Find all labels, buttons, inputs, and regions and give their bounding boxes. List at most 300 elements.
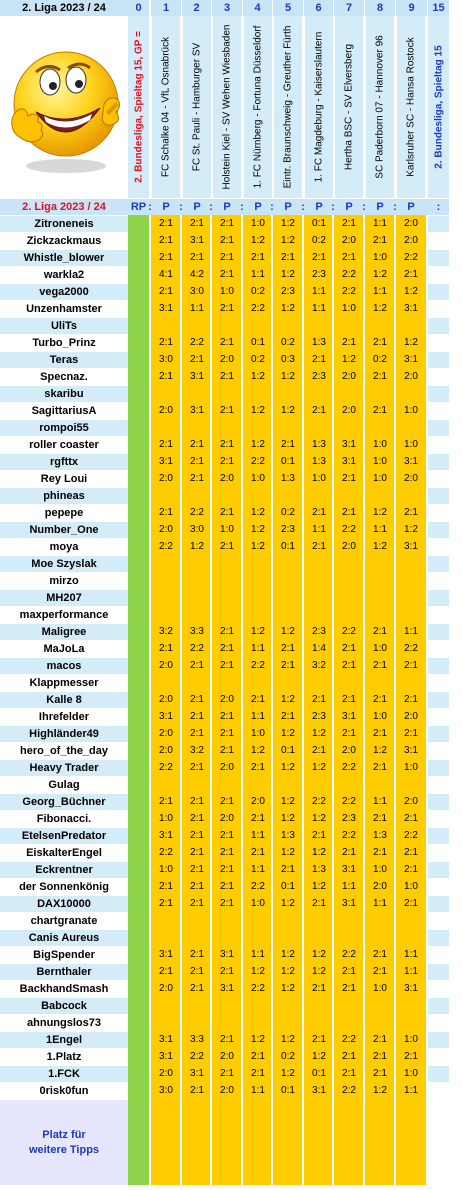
tip-cell: 2:0	[220, 762, 234, 773]
tip-cell: 1:0	[373, 439, 387, 450]
tip-cell: 3:1	[220, 983, 234, 994]
tip-cell	[365, 573, 395, 589]
tip-cell	[304, 675, 334, 691]
tip-cell: 1:2	[251, 405, 265, 416]
tip-cell: 2:1	[220, 660, 234, 671]
tip-cell: 3:1	[312, 1085, 326, 1096]
player-name: Georg_Büchner	[0, 794, 128, 810]
tip-cell	[365, 998, 395, 1014]
table-row	[0, 913, 449, 930]
player-name: skaribu	[0, 386, 128, 402]
tip-cell: 2:1	[312, 507, 326, 518]
tip-cell: 3:1	[342, 439, 356, 450]
tip-cell: 1:0	[251, 218, 265, 229]
table-row	[0, 539, 449, 556]
tip-cell: 2:1	[342, 728, 356, 739]
points-cell	[428, 641, 449, 657]
tip-cell	[212, 420, 242, 436]
tip-cell: 2:1	[342, 1068, 356, 1079]
tip-cell: 2:1	[251, 1051, 265, 1062]
player-name: macos	[0, 658, 128, 674]
tip-cell	[243, 488, 273, 504]
tip-cell: 1:2	[251, 507, 265, 518]
table-row	[0, 318, 449, 335]
tip-cell	[182, 675, 212, 691]
tip-cell: 3:1	[404, 354, 418, 365]
tip-cell: 3:1	[404, 303, 418, 314]
tip-cell: 1:1	[404, 966, 418, 977]
points-cell	[428, 1083, 449, 1099]
player-name: Zitroneneis	[0, 216, 128, 232]
tip-cell: 1:2	[404, 524, 418, 535]
points-cell	[428, 573, 449, 589]
player-name: Teras	[0, 352, 128, 368]
table-row	[0, 573, 449, 590]
table-row	[0, 216, 449, 233]
tip-cell: 2:0	[220, 1051, 234, 1062]
tip-cell: 1:1	[251, 864, 265, 875]
tip-cell	[182, 777, 212, 793]
table-row	[0, 947, 449, 964]
tip-cell: 2:1	[373, 694, 387, 705]
player-name: Rey Loui	[0, 471, 128, 487]
tip-cell: 0:1	[312, 1068, 326, 1079]
table-row	[0, 675, 449, 692]
tip-cell: 2:1	[312, 745, 326, 756]
footer-right	[428, 1100, 449, 1185]
player-name: Unzenhamster	[0, 301, 128, 317]
player-name: 1.Platz	[0, 1049, 128, 1065]
tip-cell: 2:1	[159, 898, 173, 909]
tip-cell	[212, 607, 242, 623]
tip-cell: 1:2	[373, 303, 387, 314]
tip-cell: 2:0	[159, 473, 173, 484]
tip-cell	[151, 573, 181, 589]
tip-cell: 2:0	[159, 660, 173, 671]
tip-cell: 2:1	[190, 898, 204, 909]
tip-cell	[151, 488, 181, 504]
tip-cell: 2:1	[281, 252, 295, 263]
tip-cell: 2:0	[373, 881, 387, 892]
player-name: rgfttx	[0, 454, 128, 470]
tip-cell: 3:2	[312, 660, 326, 671]
tip-cell	[334, 930, 364, 946]
table-row	[0, 335, 449, 352]
player-name: Number_One	[0, 522, 128, 538]
tip-cell	[304, 913, 334, 929]
tip-cell	[334, 556, 364, 572]
tip-cell: 1:1	[312, 286, 326, 297]
tip-cell: 2:0	[404, 473, 418, 484]
tip-cell: 2:2	[342, 830, 356, 841]
tip-cell: 2:3	[342, 813, 356, 824]
table-row	[0, 692, 449, 709]
tip-cell: 1:2	[251, 1034, 265, 1045]
tip-cell	[243, 777, 273, 793]
points-cell	[428, 607, 449, 623]
points-cell	[428, 862, 449, 878]
tip-cell	[304, 1015, 334, 1031]
tip-cell: 2:1	[220, 303, 234, 314]
tip-cell: 2:1	[190, 796, 204, 807]
column-number: 3	[212, 0, 242, 16]
tip-cell: 1:3	[373, 830, 387, 841]
tip-cell: 1:0	[404, 762, 418, 773]
tip-cell	[212, 1015, 242, 1031]
tip-cell	[365, 590, 395, 606]
points-cell	[428, 845, 449, 861]
table-row	[0, 454, 449, 471]
table-row	[0, 420, 449, 437]
points-cell	[428, 981, 449, 997]
tip-cell: 2:1	[220, 507, 234, 518]
match-header: FC St. Pauli - Hamburger SV	[183, 16, 211, 198]
player-name: Specnaz.	[0, 369, 128, 385]
player-name: chartgranate	[0, 913, 128, 929]
tip-cell: 2:2	[159, 847, 173, 858]
tip-cell	[273, 488, 303, 504]
tip-cell: 2:2	[190, 507, 204, 518]
player-name: BackhandSmash	[0, 981, 128, 997]
tip-cell: 2:0	[159, 694, 173, 705]
tip-cell	[151, 386, 181, 402]
tip-cell: 1:2	[251, 439, 265, 450]
tip-cell: 2:1	[342, 507, 356, 518]
tip-cell: 2:2	[404, 643, 418, 654]
tip-cell	[396, 573, 426, 589]
right-vertical-label: 2. Bundesliga, Spieltag 15	[428, 16, 449, 198]
player-name: Eckrentner	[0, 862, 128, 878]
tip-cell: 1:2	[190, 541, 204, 552]
tip-cell	[243, 675, 273, 691]
tip-cell: 1:2	[312, 847, 326, 858]
tip-cell: 1:1	[251, 1085, 265, 1096]
points-cell	[428, 760, 449, 776]
tip-cell	[243, 386, 273, 402]
tip-cell: 1:0	[373, 456, 387, 467]
player-name: Turbo_Prinz	[0, 335, 128, 351]
tip-cell: 2:0	[220, 473, 234, 484]
tip-cell: 1:0	[251, 728, 265, 739]
player-name: UliTs	[0, 318, 128, 334]
tip-cell: 2:2	[342, 1085, 356, 1096]
tip-cell: 2:1	[342, 252, 356, 263]
tip-cell: 2:1	[220, 745, 234, 756]
tip-cell: 1:0	[404, 881, 418, 892]
tip-cell: 0:1	[281, 541, 295, 552]
column-number: 5	[273, 0, 303, 16]
tip-cell	[151, 675, 181, 691]
tip-cell: 2:1	[220, 371, 234, 382]
tip-cell: 1:2	[251, 371, 265, 382]
tip-cell	[365, 386, 395, 402]
tip-cell	[243, 573, 273, 589]
tip-cell: 2:1	[404, 660, 418, 671]
tip-cell	[304, 420, 334, 436]
tip-cell: 3:1	[190, 235, 204, 246]
tip-cell: 2:1	[220, 966, 234, 977]
table-row	[0, 658, 449, 675]
tip-cell: 2:0	[220, 1085, 234, 1096]
points-cell	[428, 267, 449, 283]
player-name: rompoi55	[0, 420, 128, 436]
tip-cell: 3:1	[159, 1051, 173, 1062]
tip-cell	[182, 998, 212, 1014]
tip-cell	[334, 318, 364, 334]
points-label: :	[240, 201, 244, 213]
league-title: 2. Liga 2023 / 24	[0, 0, 128, 16]
points-label: P	[193, 201, 201, 213]
table-row	[0, 930, 449, 947]
table-row	[0, 488, 449, 505]
tip-cell	[273, 1015, 303, 1031]
tip-cell: 2:2	[342, 1034, 356, 1045]
tip-cell	[365, 607, 395, 623]
tip-cell: 1:2	[281, 762, 295, 773]
points-cell	[428, 624, 449, 640]
tip-cell: 2:1	[404, 898, 418, 909]
tip-cell: 1:1	[190, 303, 204, 314]
player-name: Canis Aureus	[0, 930, 128, 946]
tip-cell: 2:1	[220, 337, 234, 348]
tip-cell: 2:1	[220, 1068, 234, 1079]
tip-cell: 2:1	[190, 473, 204, 484]
player-name: DAX10000	[0, 896, 128, 912]
points-label: P	[254, 201, 262, 213]
tip-cell	[182, 556, 212, 572]
table-row	[0, 590, 449, 607]
player-name: Gulag	[0, 777, 128, 793]
tip-cell	[304, 318, 334, 334]
tip-cell	[396, 930, 426, 946]
points-cell	[428, 1015, 449, 1031]
tip-cell: 0:1	[281, 456, 295, 467]
tip-cell: 2:3	[281, 524, 295, 535]
points-cell	[428, 692, 449, 708]
tip-cell: 2:1	[190, 813, 204, 824]
points-label: P	[345, 201, 353, 213]
tip-cell: 1:2	[281, 626, 295, 637]
tip-cell: 2:1	[190, 949, 204, 960]
table-row	[0, 471, 449, 488]
points-cell	[428, 913, 449, 929]
tip-cell: 2:2	[342, 286, 356, 297]
tip-cell: 0:2	[251, 286, 265, 297]
tip-cell: 0:2	[281, 1051, 295, 1062]
tip-cell: 2:1	[190, 983, 204, 994]
player-name: ahnungslos73	[0, 1015, 128, 1031]
table-row	[0, 1049, 449, 1066]
tip-cell	[334, 573, 364, 589]
tip-cell	[212, 913, 242, 929]
player-name: der Sonnenkönig	[0, 879, 128, 895]
points-cell	[428, 216, 449, 232]
tip-cell: 1:2	[281, 235, 295, 246]
tip-cell: 1:2	[281, 949, 295, 960]
tip-cell: 2:1	[190, 762, 204, 773]
tip-cell: 2:1	[251, 813, 265, 824]
tip-cell: 2:1	[159, 881, 173, 892]
player-name: Maligree	[0, 624, 128, 640]
tip-cell: 3:0	[159, 354, 173, 365]
tip-cell: 0:2	[281, 337, 295, 348]
tip-cell: 2:1	[312, 898, 326, 909]
tip-cell: 2:2	[190, 337, 204, 348]
tip-cell: 4:2	[190, 269, 204, 280]
points-cell	[428, 488, 449, 504]
points-label: P	[407, 201, 415, 213]
tip-cell: 3:1	[404, 745, 418, 756]
match-header: Holstein Kiel - SV Wehen Wiesbaden	[213, 16, 241, 198]
tip-cell: 3:3	[190, 1034, 204, 1045]
tip-cell: 1:0	[373, 864, 387, 875]
tip-cell: 2:0	[342, 405, 356, 416]
tip-cell: 1:1	[251, 949, 265, 960]
points-cell	[428, 828, 449, 844]
tip-cell	[151, 420, 181, 436]
tip-cell: 2:1	[220, 1034, 234, 1045]
tip-cell: 2:2	[342, 949, 356, 960]
tip-cell	[334, 590, 364, 606]
tip-cell	[334, 386, 364, 402]
points-cell	[428, 964, 449, 980]
tip-cell: 2:1	[251, 694, 265, 705]
tip-cell: 2:0	[251, 796, 265, 807]
tip-cell: 1:0	[373, 473, 387, 484]
tip-cell: 2:1	[220, 711, 234, 722]
points-cell	[428, 335, 449, 351]
tip-cell	[182, 386, 212, 402]
tip-cell	[396, 675, 426, 691]
column-number: 0	[128, 0, 149, 16]
tip-cell: 2:1	[220, 728, 234, 739]
tip-cell: 2:0	[342, 745, 356, 756]
tip-cell: 1:2	[281, 728, 295, 739]
tip-cell	[304, 573, 334, 589]
tip-cell	[273, 318, 303, 334]
tip-cell: 2:1	[373, 1051, 387, 1062]
points-cell	[428, 539, 449, 555]
points-cell	[428, 1032, 449, 1048]
tip-cell	[273, 930, 303, 946]
footer-more-tips	[0, 1100, 128, 1185]
table-row	[0, 522, 449, 539]
tip-cell	[273, 386, 303, 402]
points-cell	[428, 454, 449, 470]
tip-cell: 2:1	[373, 405, 387, 416]
tip-cell: 1:2	[281, 694, 295, 705]
points-cell	[428, 896, 449, 912]
tip-cell: 3:0	[159, 1085, 173, 1096]
points-cell	[428, 879, 449, 895]
tip-cell: 2:1	[373, 235, 387, 246]
left-vertical-label: 2. Bundesliga, Spieltag 15, GP =	[128, 16, 149, 198]
tip-cell	[243, 913, 273, 929]
match-header: 1. FC Magdeburg - Kaiserslautern	[305, 16, 333, 198]
tip-cell	[151, 998, 181, 1014]
tip-cell: 2:0	[404, 235, 418, 246]
tip-cell: 1:2	[281, 405, 295, 416]
tip-cell	[182, 590, 212, 606]
tip-cell: 2:1	[312, 983, 326, 994]
tip-cell: 1:2	[404, 286, 418, 297]
tip-cell: 1:2	[281, 847, 295, 858]
tip-cell: 3:0	[190, 286, 204, 297]
tip-cell: 2:3	[312, 626, 326, 637]
tip-cell: 1:2	[281, 1068, 295, 1079]
tip-cell: 2:1	[312, 541, 326, 552]
tip-cell	[212, 318, 242, 334]
tip-cell: 2:1	[251, 847, 265, 858]
match-header: Eintr. Braunschweig - Greuther Fürth	[274, 16, 302, 198]
tip-cell	[396, 777, 426, 793]
tip-cell	[151, 556, 181, 572]
tip-cell: 3:1	[190, 405, 204, 416]
tip-cell: 2:1	[220, 626, 234, 637]
player-name: MH207	[0, 590, 128, 606]
player-name: SagittariusA	[0, 403, 128, 419]
table-row	[0, 607, 449, 624]
tip-cell	[243, 556, 273, 572]
player-name: mirzo	[0, 573, 128, 589]
tip-cell: 2:1	[190, 456, 204, 467]
tip-cell	[243, 1015, 273, 1031]
tip-cell	[304, 607, 334, 623]
points-cell	[428, 437, 449, 453]
tip-cell: 1:3	[312, 864, 326, 875]
tip-cell: 3:1	[159, 711, 173, 722]
tip-cell: 1:0	[312, 473, 326, 484]
points-label: P	[223, 201, 231, 213]
tip-cell	[212, 930, 242, 946]
tip-cell: 0:1	[251, 337, 265, 348]
tip-cell: 2:0	[159, 1068, 173, 1079]
tip-cell: 3:0	[190, 524, 204, 535]
tip-cell: 1:0	[373, 711, 387, 722]
tip-cell: 3:1	[220, 949, 234, 960]
table-row	[0, 879, 449, 896]
points-cell	[428, 726, 449, 742]
tip-cell	[182, 913, 212, 929]
tip-cell: 2:2	[190, 643, 204, 654]
tip-cell: 2:1	[281, 643, 295, 654]
tip-cell: 2:1	[190, 1085, 204, 1096]
player-name: Ihrefelder	[0, 709, 128, 725]
tip-cell: 1:2	[251, 235, 265, 246]
tip-cell: 2:1	[220, 235, 234, 246]
tip-cell	[396, 386, 426, 402]
tip-cell: 2:0	[159, 405, 173, 416]
tip-cell	[304, 998, 334, 1014]
tip-cell: 3:1	[159, 1034, 173, 1045]
tip-cell	[304, 590, 334, 606]
points-cell	[428, 658, 449, 674]
tip-cell: 2:1	[220, 252, 234, 263]
player-name: EiskalterEngel	[0, 845, 128, 861]
tip-cell: 1:3	[281, 830, 295, 841]
tip-cell: 1:2	[281, 218, 295, 229]
tip-cell: 2:1	[190, 354, 204, 365]
tip-cell: 2:1	[220, 541, 234, 552]
tip-cell: 1:3	[312, 456, 326, 467]
footer-line2: weitere Tipps	[28, 1143, 100, 1156]
tip-cell: 2:2	[251, 881, 265, 892]
table-row	[0, 386, 449, 403]
tip-cell: 3:1	[342, 898, 356, 909]
tip-cell	[212, 488, 242, 504]
tip-cell	[334, 607, 364, 623]
tip-cell: 2:1	[190, 660, 204, 671]
